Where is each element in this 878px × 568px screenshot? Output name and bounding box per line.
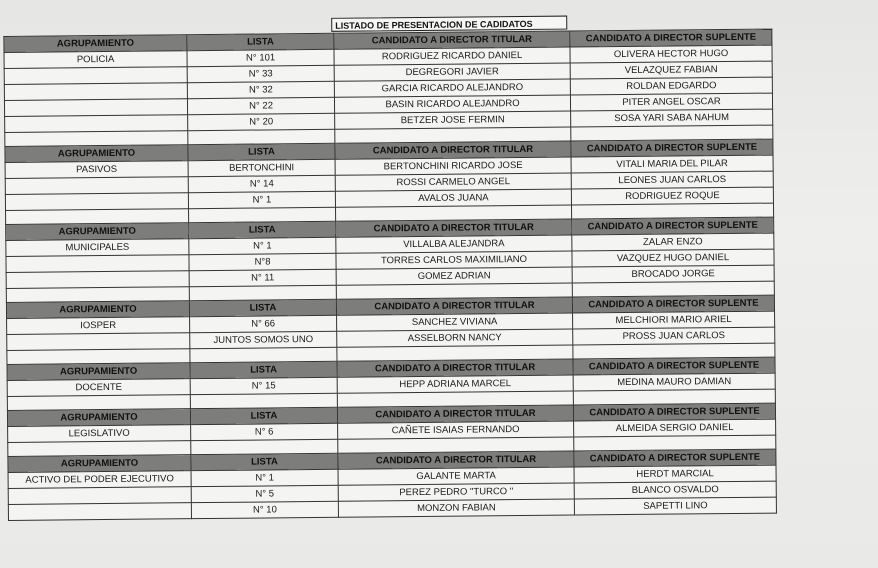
- suplente-cell[interactable]: VITALI MARIA DEL PILAR: [571, 155, 773, 173]
- header-titular[interactable]: CANDIDATO A DIRECTOR TITULAR: [337, 359, 573, 377]
- lista-cell[interactable]: N° 1: [188, 191, 335, 208]
- lista-cell[interactable]: N° 10: [191, 501, 338, 518]
- header-lista[interactable]: LISTA: [190, 361, 337, 378]
- suplente-cell[interactable]: ROLDAN EDGARDO: [570, 77, 772, 95]
- lista-cell[interactable]: N° 33: [187, 65, 334, 82]
- lista-cell[interactable]: N° 22: [187, 97, 334, 114]
- titular-cell[interactable]: RODRIGUEZ RICARDO DANIEL: [334, 47, 570, 65]
- titular-cell[interactable]: TORRES CARLOS MAXIMILIANO: [336, 251, 572, 269]
- header-agrupamiento[interactable]: AGRUPAMIENTO: [4, 35, 187, 53]
- suplente-cell[interactable]: MEDINA MAURO DAMIAN: [573, 373, 775, 391]
- group-name-cell[interactable]: LEGISLATIVO: [8, 425, 191, 443]
- empty-cell[interactable]: [6, 271, 189, 289]
- lista-cell[interactable]: N° 1: [191, 469, 338, 486]
- titular-cell[interactable]: MONZON FABIAN: [338, 499, 574, 517]
- suplente-cell[interactable]: PROSS JUAN CARLOS: [573, 327, 775, 345]
- empty-cell[interactable]: [190, 347, 337, 362]
- sheet-title: LISTADO DE PRESENTACION DE CADIDATOS: [331, 16, 567, 32]
- suplente-cell[interactable]: VAZQUEZ HUGO DANIEL: [572, 249, 774, 267]
- suplente-cell[interactable]: SAPETTI LINO: [574, 497, 776, 515]
- lista-cell[interactable]: N° 66: [190, 315, 337, 332]
- header-suplente[interactable]: CANDIDATO A DIRECTOR SUPLENTE: [573, 357, 775, 375]
- header-lista[interactable]: LISTA: [190, 407, 337, 424]
- header-agrupamiento[interactable]: AGRUPAMIENTO: [7, 363, 190, 381]
- empty-cell[interactable]: [189, 285, 336, 300]
- header-suplente[interactable]: CANDIDATO A DIRECTOR SUPLENTE: [573, 403, 775, 421]
- lista-cell[interactable]: BERTONCHINI: [188, 159, 335, 176]
- header-suplente[interactable]: CANDIDATO A DIRECTOR SUPLENTE: [572, 217, 774, 235]
- empty-cell[interactable]: [4, 67, 187, 85]
- suplente-cell[interactable]: BLANCO OSVALDO: [574, 481, 776, 499]
- suplente-cell[interactable]: PITER ANGEL OSCAR: [570, 93, 772, 111]
- header-lista[interactable]: LISTA: [191, 453, 338, 470]
- header-suplente[interactable]: CANDIDATO A DIRECTOR SUPLENTE: [574, 449, 776, 467]
- empty-cell[interactable]: [189, 207, 336, 222]
- group-name-cell[interactable]: MUNICIPALES: [6, 239, 189, 257]
- empty-cell[interactable]: [190, 393, 337, 408]
- header-lista[interactable]: LISTA: [189, 299, 336, 316]
- group-name-cell[interactable]: DOCENTE: [7, 379, 190, 397]
- suplente-cell[interactable]: RODRIGUEZ ROQUE: [571, 187, 773, 205]
- lista-cell[interactable]: N° 11: [189, 269, 336, 286]
- lista-cell[interactable]: N° 14: [188, 175, 335, 192]
- lista-cell[interactable]: N° 6: [191, 423, 338, 440]
- header-titular[interactable]: CANDIDATO A DIRECTOR TITULAR: [334, 31, 570, 49]
- titular-cell[interactable]: VILLALBA ALEJANDRA: [336, 235, 572, 253]
- titular-cell[interactable]: GOMEZ ADRIAN: [336, 267, 572, 285]
- lista-cell[interactable]: N° 1: [189, 237, 336, 254]
- empty-cell[interactable]: [191, 439, 338, 454]
- titular-cell[interactable]: AVALOS JUANA: [335, 189, 571, 207]
- lista-cell[interactable]: N° 101: [187, 49, 334, 66]
- lista-cell[interactable]: JUNTOS SOMOS UNO: [190, 331, 337, 348]
- header-titular[interactable]: CANDIDATO A DIRECTOR TITULAR: [337, 405, 573, 423]
- group-name-cell[interactable]: ACTIVO DEL PODER EJECUTIVO: [8, 471, 191, 489]
- suplente-cell[interactable]: MELCHIORI MARIO ARIEL: [573, 311, 775, 329]
- titular-cell[interactable]: SANCHEZ VIVIANA: [337, 313, 573, 331]
- empty-cell[interactable]: [188, 129, 335, 144]
- titular-cell[interactable]: DEGREGORI JAVIER: [334, 63, 570, 81]
- header-titular[interactable]: CANDIDATO A DIRECTOR TITULAR: [335, 141, 571, 159]
- empty-cell[interactable]: [5, 177, 188, 195]
- empty-cell[interactable]: [8, 487, 191, 505]
- lista-cell[interactable]: N° 5: [191, 485, 338, 502]
- header-titular[interactable]: CANDIDATO A DIRECTOR TITULAR: [336, 219, 572, 237]
- suplente-cell[interactable]: HERDT MARCIAL: [574, 465, 776, 483]
- titular-cell[interactable]: HEPP ADRIANA MARCEL: [337, 375, 573, 393]
- titular-cell[interactable]: BASIN RICARDO ALEJANDRO: [334, 95, 570, 113]
- group-name-cell[interactable]: IOSPER: [7, 317, 190, 335]
- titular-cell[interactable]: GARCIA RICARDO ALEJANDRO: [334, 79, 570, 97]
- titular-cell[interactable]: ASSELBORN NANCY: [337, 329, 573, 347]
- empty-cell[interactable]: [6, 255, 189, 273]
- empty-cell[interactable]: [4, 99, 187, 117]
- header-lista[interactable]: LISTA: [188, 143, 335, 160]
- header-suplente[interactable]: CANDIDATO A DIRECTOR SUPLENTE: [570, 29, 772, 47]
- suplente-cell[interactable]: ALMEIDA SERGIO DANIEL: [574, 419, 776, 437]
- group-name-cell[interactable]: POLICIA: [4, 51, 187, 69]
- lista-cell[interactable]: N° 15: [190, 377, 337, 394]
- titular-cell[interactable]: CAÑETE ISAIAS FERNANDO: [338, 421, 574, 439]
- header-lista[interactable]: LISTA: [187, 33, 334, 50]
- lista-cell[interactable]: N°8: [189, 253, 336, 270]
- header-suplente[interactable]: CANDIDATO A DIRECTOR SUPLENTE: [571, 139, 773, 157]
- group-name-cell[interactable]: PASIVOS: [5, 161, 188, 179]
- titular-cell[interactable]: BETZER JOSE FERMIN: [335, 111, 571, 129]
- empty-cell[interactable]: [8, 503, 191, 521]
- suplente-cell[interactable]: OLIVERA HECTOR HUGO: [570, 45, 772, 63]
- header-titular[interactable]: CANDIDATO A DIRECTOR TITULAR: [338, 451, 574, 469]
- empty-cell[interactable]: [4, 83, 187, 101]
- header-agrupamiento[interactable]: AGRUPAMIENTO: [7, 409, 190, 427]
- header-agrupamiento[interactable]: AGRUPAMIENTO: [6, 223, 189, 241]
- empty-cell[interactable]: [5, 115, 188, 133]
- header-agrupamiento[interactable]: AGRUPAMIENTO: [8, 455, 191, 473]
- titular-cell[interactable]: PEREZ PEDRO "TURCO ": [338, 483, 574, 501]
- suplente-cell[interactable]: SOSA YARI SABA NAHUM: [571, 109, 773, 127]
- empty-cell[interactable]: [5, 193, 188, 211]
- empty-cell[interactable]: [7, 333, 190, 351]
- header-suplente[interactable]: CANDIDATO A DIRECTOR SUPLENTE: [572, 295, 774, 313]
- lista-cell[interactable]: N° 20: [188, 113, 335, 130]
- suplente-cell[interactable]: LEONES JUAN CARLOS: [571, 171, 773, 189]
- suplente-cell[interactable]: ZALAR ENZO: [572, 233, 774, 251]
- header-lista[interactable]: LISTA: [189, 221, 336, 238]
- header-agrupamiento[interactable]: AGRUPAMIENTO: [5, 145, 188, 163]
- titular-cell[interactable]: ROSSI CARMELO ANGEL: [335, 173, 571, 191]
- titular-cell[interactable]: BERTONCHINI RICARDO JOSE: [335, 157, 571, 175]
- header-agrupamiento[interactable]: AGRUPAMIENTO: [6, 301, 189, 319]
- titular-cell[interactable]: GALANTE MARTA: [338, 467, 574, 485]
- candidates-table: [3, 29, 777, 521]
- suplente-cell[interactable]: BROCADO JORGE: [572, 265, 774, 283]
- lista-cell[interactable]: N° 32: [187, 81, 334, 98]
- suplente-cell[interactable]: VELAZQUEZ FABIAN: [570, 61, 772, 79]
- header-titular[interactable]: CANDIDATO A DIRECTOR TITULAR: [336, 297, 572, 315]
